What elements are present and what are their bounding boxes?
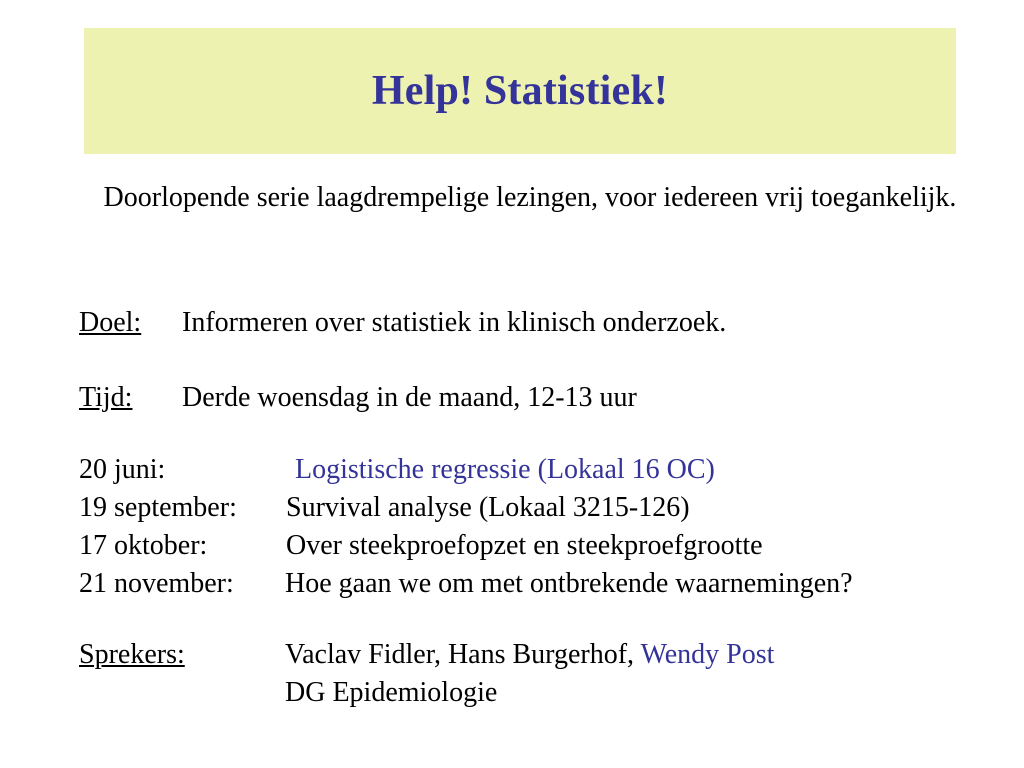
- doel-text: Informeren over statistiek in klinisch onderzoek.: [182, 307, 727, 338]
- sprekers-row: [79, 637, 775, 673]
- doel-label: Doel:: [79, 307, 142, 338]
- doel-row: [79, 305, 727, 341]
- sprekers-dept: DG Epidemiologie: [285, 677, 498, 708]
- schedule-row: [79, 566, 853, 602]
- schedule-topic: Over steekproefopzet en steekproefgrootte: [286, 530, 763, 561]
- schedule-topic: Survival analyse (Lokaal 3215-126): [286, 492, 690, 523]
- subtitle: Doorlopende serie laagdrempelige lezingen, voor iedereen vrij toegankelijk.: [103, 182, 957, 213]
- page-title: Help! Statistiek!: [371, 68, 669, 114]
- schedule-date: 20 juni:: [79, 454, 166, 485]
- schedule-date: 19 september:: [79, 492, 237, 523]
- schedule-date: 17 oktober:: [79, 530, 208, 561]
- sprekers-names-line: [285, 637, 774, 673]
- title-banner: [84, 28, 956, 154]
- schedule-topic: Logistische regressie (Lokaal 16 OC): [295, 454, 715, 485]
- sprekers-highlight: Wendy Post: [640, 639, 775, 670]
- schedule-row: [79, 490, 690, 526]
- schedule-topic: Hoe gaan we om met ontbrekende waarnemingen?: [285, 568, 853, 599]
- schedule-date: 21 november:: [79, 568, 234, 599]
- schedule-row: [79, 452, 715, 488]
- tijd-row: [79, 380, 637, 416]
- sprekers-label: Sprekers:: [79, 639, 185, 670]
- schedule-row: [79, 528, 763, 564]
- tijd-text: Derde woensdag in de maand, 12-13 uur: [182, 382, 637, 413]
- tijd-label: Tijd:: [79, 382, 133, 413]
- sprekers-names: Vaclav Fidler, Hans Burgerhof,: [285, 639, 635, 670]
